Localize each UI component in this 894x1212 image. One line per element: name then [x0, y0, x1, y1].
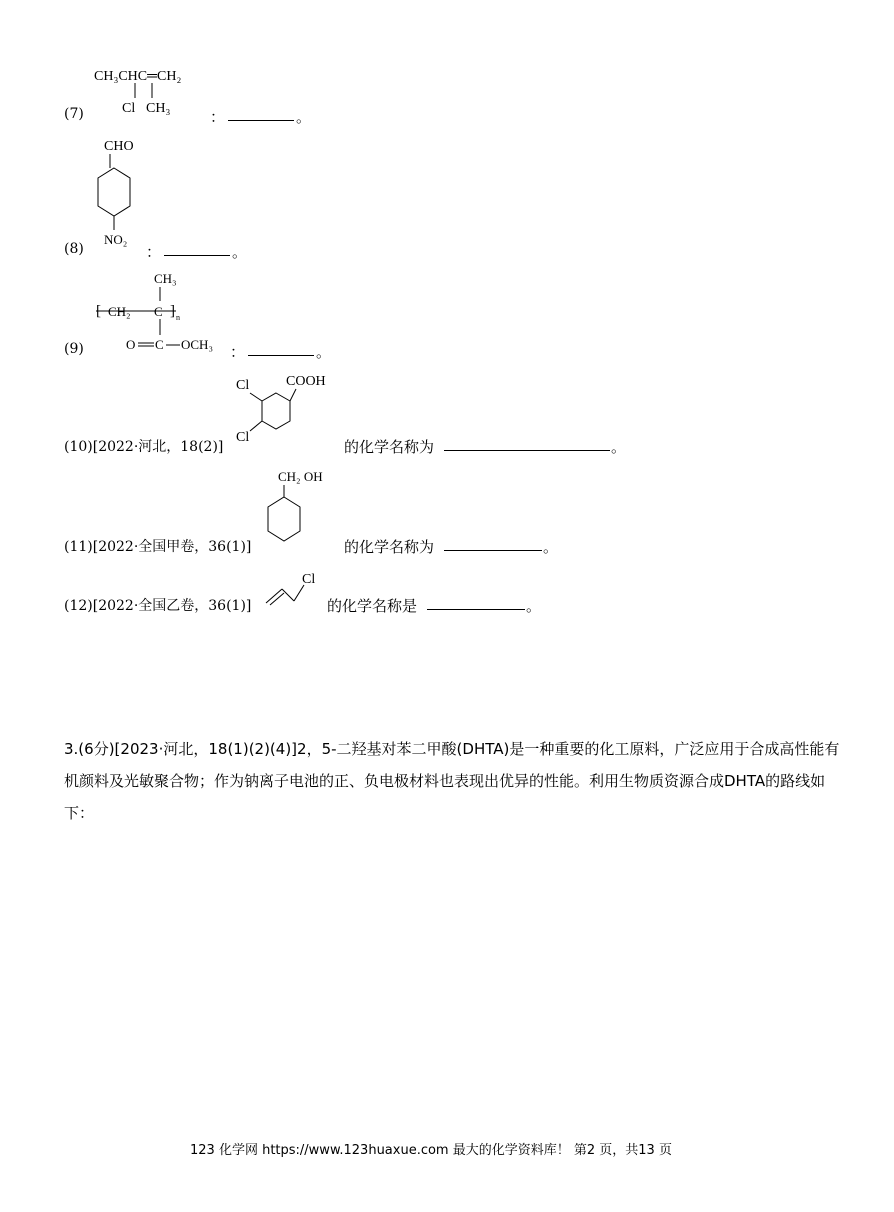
question-10-label: (10)[2022·河北，18(2)]	[64, 439, 224, 455]
question-9-label: (9)	[64, 341, 84, 357]
bond-line	[250, 421, 262, 431]
question-10-structure	[232, 371, 342, 451]
bracket-right: ]	[170, 303, 175, 319]
benzene-ring	[98, 168, 130, 216]
period: 。	[543, 538, 559, 556]
bond-line	[250, 393, 262, 401]
question-12	[0, 565, 894, 625]
question-7-label: (7)	[64, 106, 84, 122]
benzene-ring	[262, 393, 290, 429]
answer-blank-7[interactable]	[228, 106, 294, 121]
chain-ch2: CH₂	[108, 304, 131, 319]
group-ch2oh: CH₂ OH	[278, 469, 323, 484]
question-12-structure	[262, 569, 326, 609]
ester-och3: OCH₃	[181, 337, 213, 352]
substituent-ch3: CH₃	[146, 101, 171, 116]
question-9-structure	[92, 269, 232, 359]
question-8-structure	[96, 136, 156, 256]
question-11	[0, 465, 894, 565]
ester-c: C	[155, 337, 164, 352]
question-3-text: 3.(6分)[2023·河北，18(1)(2)(4)]2，5-二羟基对苯二甲酸(DHTA)是一种重要的化工原料，广泛应用于合成高性能有机颜料及光敏聚合物；作为钠离子电池的正、负电极材料也表现出优异的性能。利用生物质资源合成DHTA的路线如下：	[64, 740, 840, 822]
bond-line	[282, 589, 294, 601]
period: 。	[526, 597, 542, 615]
colon: ：	[146, 243, 162, 261]
bracket-left: [	[96, 303, 101, 319]
answer-blank-10[interactable]	[444, 436, 610, 451]
group-cl-2: Cl	[236, 430, 250, 445]
colon: ：	[210, 108, 226, 126]
question-10-text: 的化学名称为	[344, 438, 435, 456]
answer-blank-12[interactable]	[427, 595, 525, 610]
benzene-ring	[268, 497, 300, 541]
answer-blank-8[interactable]	[164, 241, 230, 256]
group-cl: Cl	[302, 572, 316, 587]
double-bond	[266, 589, 282, 603]
group-cl-1: Cl	[236, 378, 250, 393]
question-11-label: (11)[2022·全国甲卷，36(1)]	[64, 539, 252, 555]
period: 。	[296, 108, 312, 126]
group-ch3: CH₃	[154, 271, 177, 286]
question-7	[0, 0, 894, 130]
period: 。	[232, 243, 248, 261]
chain-carbon: C	[154, 304, 163, 319]
question-9	[0, 265, 894, 365]
period: 。	[316, 343, 332, 361]
page-footer: 123 化学网 https://www.123huaxue.com 最大的化学资料库！ 第2 页，共13 页	[190, 1143, 672, 1158]
bond-line	[294, 585, 304, 601]
substituent-cl: Cl	[122, 101, 136, 116]
group-cho: CHO	[104, 139, 134, 154]
question-7-structure	[90, 60, 220, 122]
question-8	[0, 130, 894, 265]
double-bond	[270, 593, 284, 605]
formula-line: CH₃CHC═CH₂	[94, 69, 182, 84]
answer-blank-9[interactable]	[248, 341, 314, 356]
period: 。	[611, 438, 627, 456]
question-8-label: (8)	[64, 241, 84, 257]
question-12-label: (12)[2022·全国乙卷，36(1)]	[64, 598, 252, 614]
question-11-text: 的化学名称为	[344, 538, 435, 556]
question-12-text: 的化学名称是	[327, 597, 418, 615]
answer-blank-11[interactable]	[444, 536, 542, 551]
question-11-structure	[264, 467, 344, 553]
repeat-n: n	[176, 313, 180, 322]
question-10	[0, 365, 894, 465]
bond-line	[290, 389, 296, 401]
colon: ：	[230, 343, 246, 361]
group-cooh: COOH	[286, 374, 326, 389]
group-no2: NO₂	[104, 232, 128, 247]
ester-o: O	[126, 337, 136, 352]
